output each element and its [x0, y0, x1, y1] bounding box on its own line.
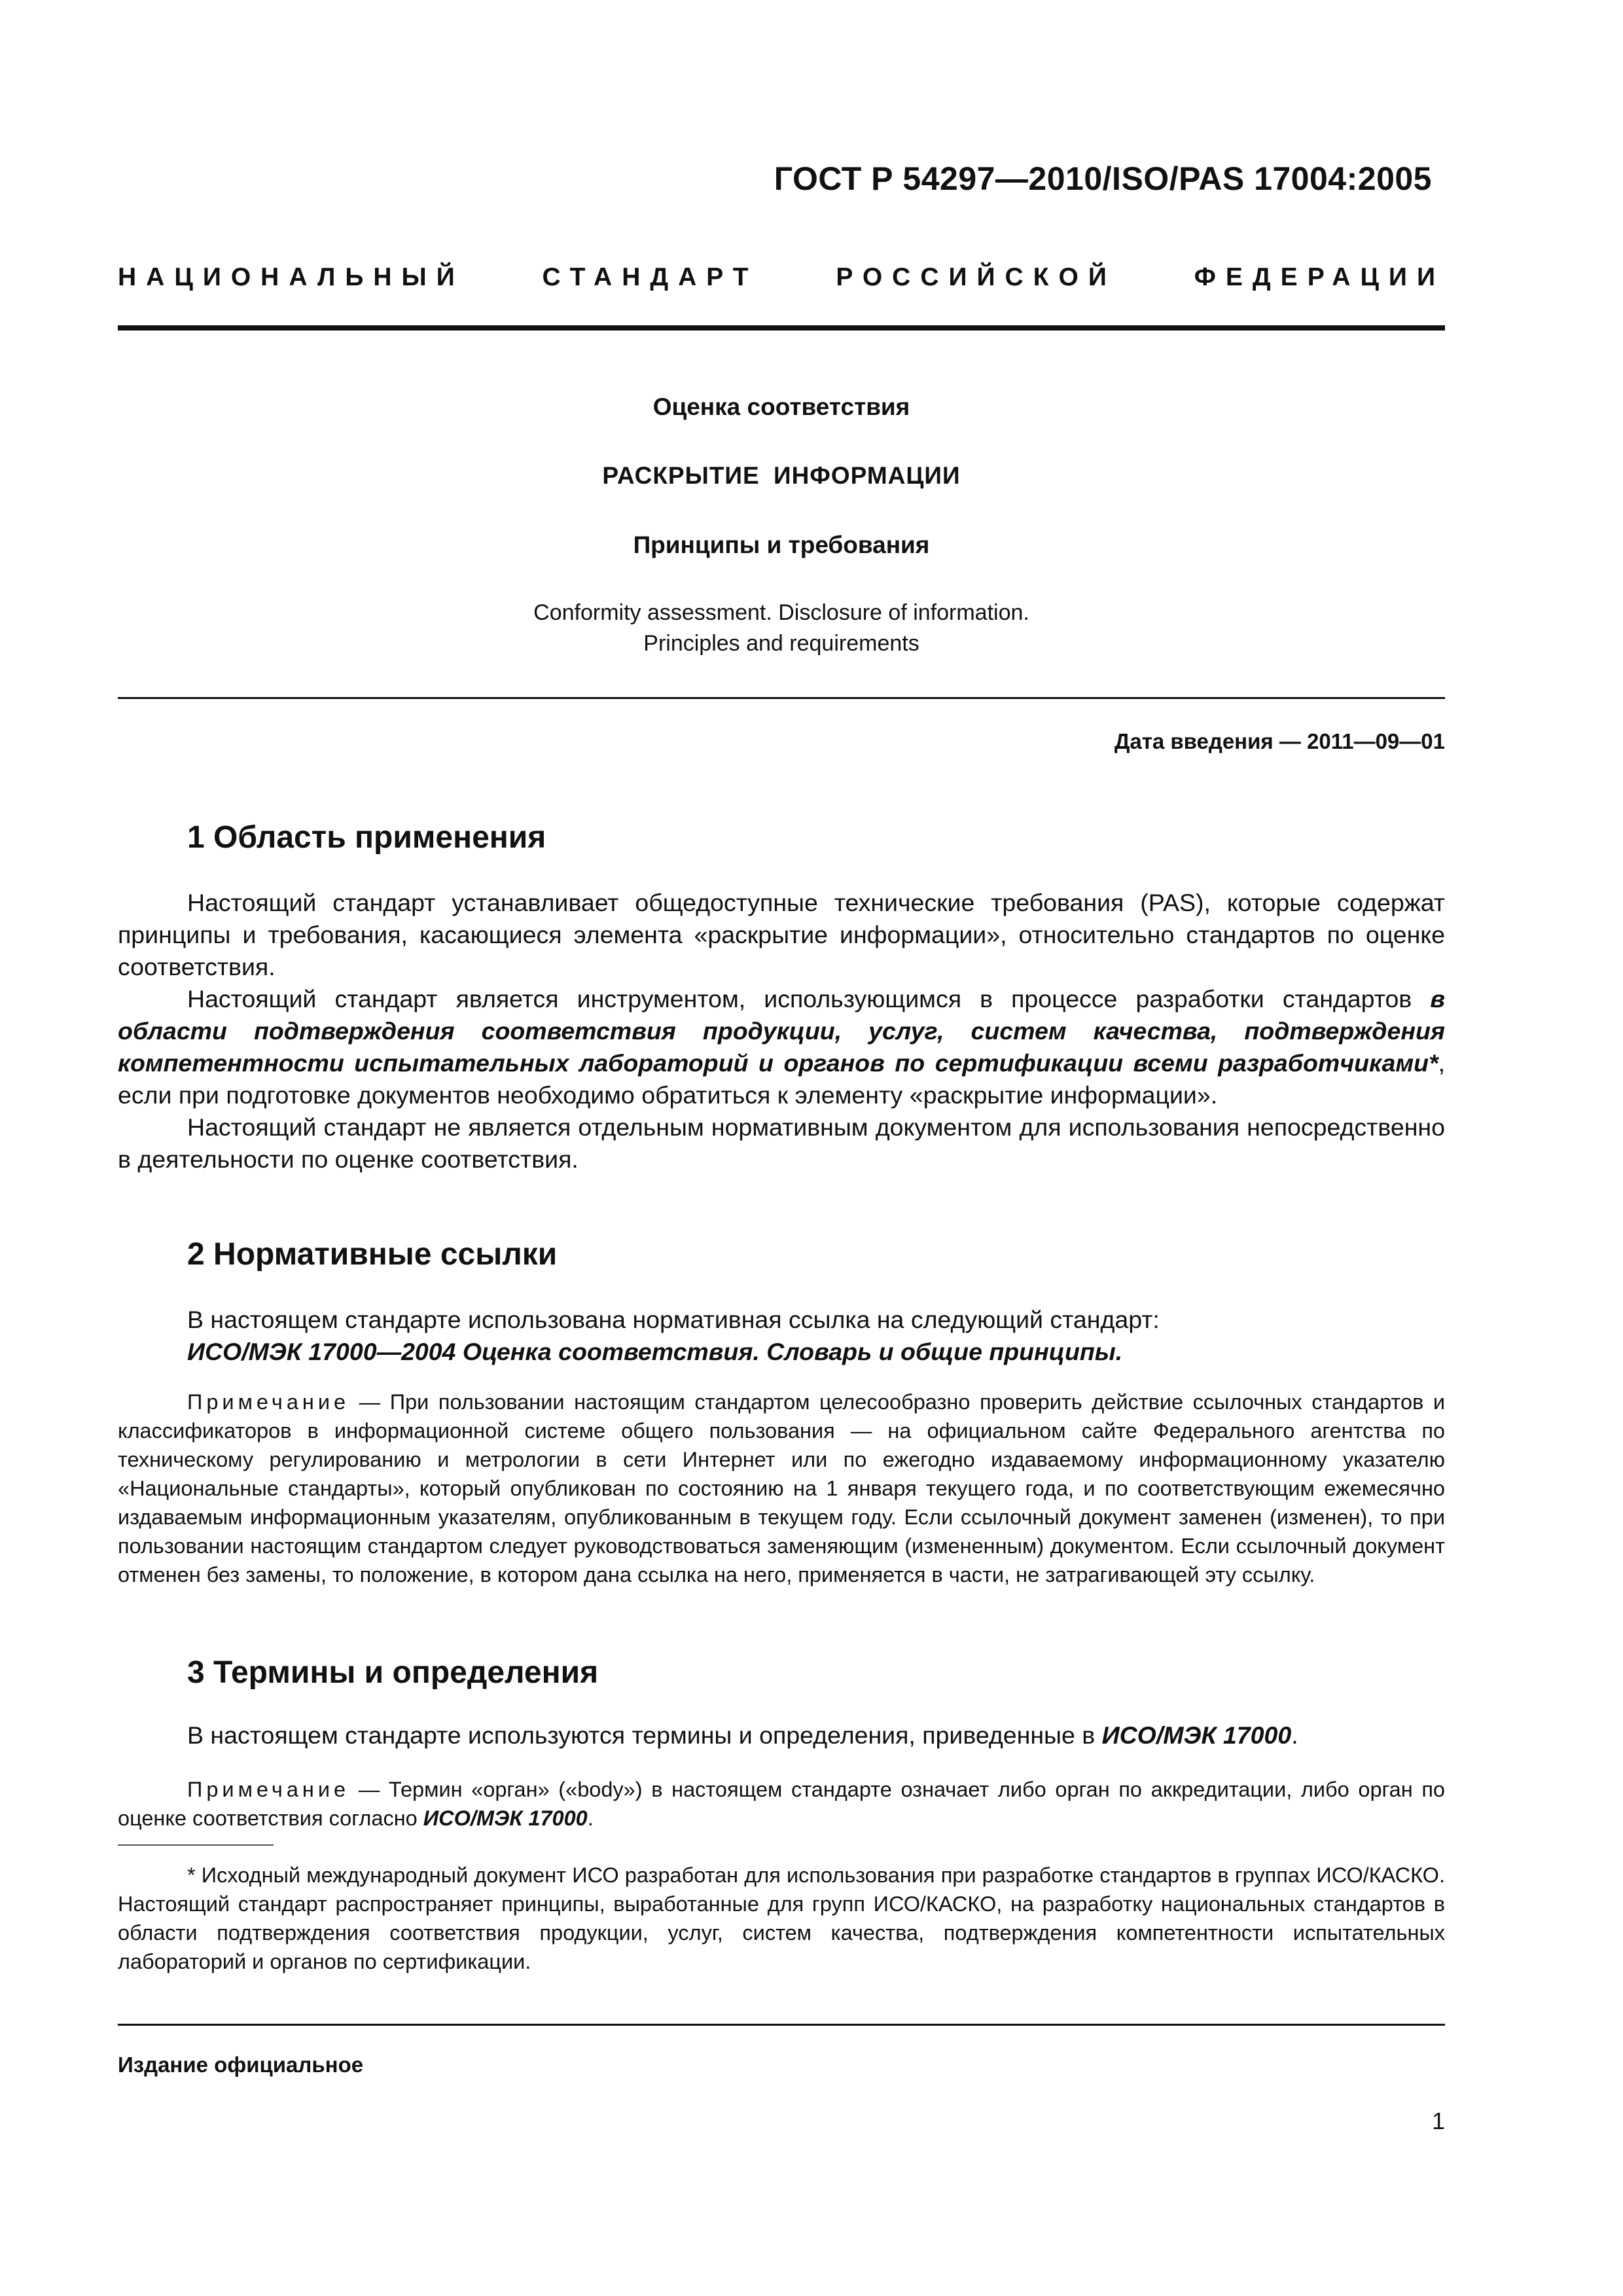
section-1-paragraph-2-end: , если при подготовке документов необходимо обратиться к элементу «раскрытие информации».: [118, 1049, 1445, 1109]
title-rule: [118, 697, 1445, 699]
section-3-note-label: Примечание: [187, 1778, 350, 1801]
section-1-paragraph-2-start: Настоящий стандарт является инструментом, использующимся в процессе разработки стандартов: [187, 985, 1431, 1013]
section-1-paragraph-3: Настоящий стандарт не является отдельным нормативным документом для использования непосредственно в деятельности по оценке соответствия.: [118, 1113, 1445, 1173]
section-3-paragraph-1-reference: ИСО/МЭК 17000: [1101, 1721, 1292, 1749]
section-3-paragraph-1: [118, 1719, 1445, 1751]
document-code: ГОСТ Р 54297—2010/ISO/PAS 17004:2005: [774, 160, 1432, 197]
section-2-reference: ИСО/МЭК 17000—2004 Оценка соответствия. Словарь и общие принципы.: [187, 1338, 1123, 1365]
english-title-line-2: Principles and requirements: [643, 631, 919, 656]
section-3-heading: 3 Термины и определения: [187, 1655, 599, 1690]
title-line-1: Оценка соответствия: [652, 393, 910, 420]
footer-rule: [118, 2024, 1445, 2026]
introduction-date: Дата введения — 2011—09—01: [1114, 729, 1445, 753]
title-line-3: Принципы и требования: [633, 531, 930, 558]
national-standard-banner: НАЦИОНАЛЬНЫЙ СТАНДАРТ РОССИЙСКОЙ ФЕДЕРАЦИИ: [118, 263, 1445, 291]
section-3-paragraph-1-end: .: [1291, 1721, 1298, 1749]
section-3-note-end: .: [587, 1806, 594, 1830]
footnote: [118, 1861, 1445, 1976]
section-3-note-text: — Термин «орган» («body») в настоящем стандарте означает либо орган по аккредитации, либо орган по оценке соответствия согласно: [118, 1778, 1445, 1830]
section-1-paragraph-1: Настоящий стандарт устанавливает общедоступные технические требования (PAS), которые содержат принципы и требования, касающиеся элемента «раскрытие информации», относительно стандартов по оценке соответствия.: [118, 889, 1445, 980]
section-2-note-text: — При пользовании настоящим стандартом целесообразно проверить действие ссылочных стандартов и классификаторов в информационной системе общего пользования — на официальном сайте Федерального агентства по техническому регулированию и метрологии в сети Интернет или по ежегодно издаваемому информационному указателю «Национальные стандарты», который опубликован по состоянию на 1 января текущего года, и по соответствующим ежемесячно издаваемым информационным указателям, опубликованным в текущем году. Если ссылочный документ заменен (изменен), то при пользовании настоящим стандартом следует руководствоваться заменяющим (измененным) документом. Если ссылочный документ отменен без замены, то положение, в котором дана ссылка на него, применяется в части, не затрагивающей эту ссылку.: [118, 1390, 1445, 1587]
section-2-heading: 2 Нормативные ссылки: [187, 1237, 558, 1272]
footnote-text: * Исходный международный документ ИСО разработан для использования при разработке стандартов в группах ИСО/КАСКО. Настоящий стандарт распространяет принципы, выработанные для групп ИСО/КАСКО, на разработку национальных стандартов в области подтверждения соответствия продукции, услуг, систем качества, подтверждения компетентности испытательных лабораторий и органов по сертификации.: [118, 1863, 1445, 1973]
footnote-rule: [118, 1844, 274, 1846]
header-rule: [118, 325, 1445, 331]
english-title-line-1: Conformity assessment. Disclosure of information.: [533, 600, 1029, 625]
official-edition-label: Издание официальное: [118, 2053, 364, 2077]
section-3-paragraph-1-start: В настоящем стандарте используются термины и определения, приведенные в: [187, 1721, 1102, 1749]
section-3-note-reference: ИСО/МЭК 17000: [423, 1806, 588, 1830]
section-3-body: [118, 1719, 1445, 1751]
section-2-body: [118, 1304, 1445, 1368]
section-1-paragraph-2-emphasis: в области подтверждения соответствия продукции, услуг, систем качества, подтверждения компетентности испытательных лабораторий и органов по сертификации всеми разработчиками*: [118, 985, 1445, 1077]
section-1-heading: 1 Область применения: [187, 820, 546, 855]
section-2-note-label: Примечание: [187, 1390, 350, 1414]
section-2-note: [118, 1388, 1445, 1589]
section-1-body: [118, 887, 1445, 1175]
section-2-paragraph-1: В настоящем стандарте использована нормативная ссылка на следующий стандарт:: [187, 1306, 1160, 1333]
section-1-paragraph-2: [118, 983, 1445, 1111]
title-line-2: РАСКРЫТИЕ ИНФОРМАЦИИ: [602, 462, 961, 489]
page-number: 1: [1431, 2108, 1445, 2134]
section-3-note: [118, 1775, 1445, 1833]
english-title: [118, 598, 1445, 659]
